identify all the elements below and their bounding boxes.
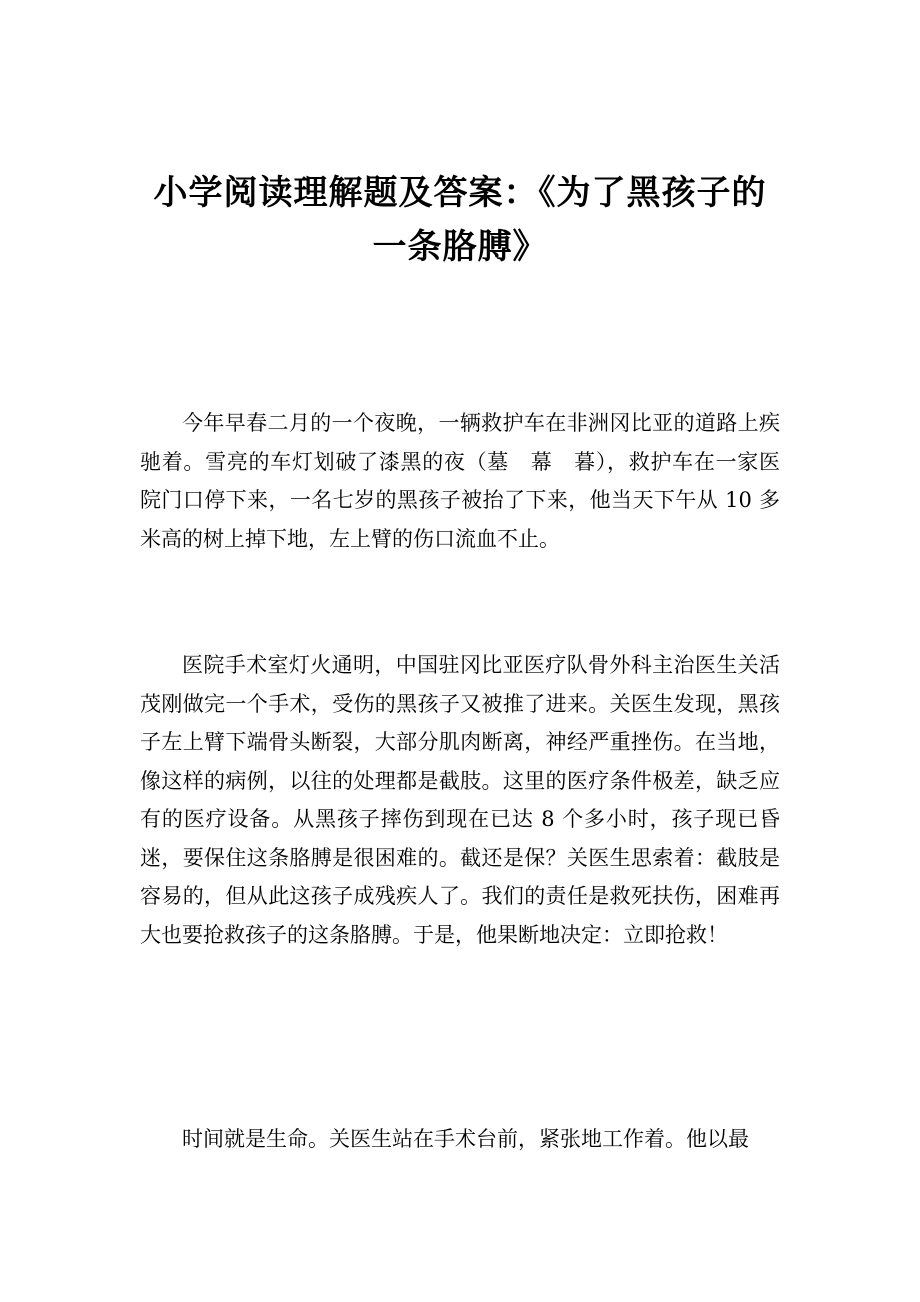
paragraph-3: 时间就是生命。关医生站在手术台前，紧张地工作着。他以最 — [182, 1127, 749, 1151]
document-title — [140, 166, 780, 274]
paragraph-2: 医院手术室灯火通明，中国驻冈比亚医疗队骨外科主治医生关活茂刚做完一个手术，受伤的黑孩子又被推了进来。关医生发现，黑孩子左上臂下端骨头断裂，大部分肌肉断离，神经严重挫伤。在当地，像这样的病例，以往的处理都是截肢。这里的医疗条件极差，缺乏应有的医疗设备。从黑孩子摔伤到现在已达 8 个多小时，孩子现已昏迷，要保住这条胳膊是很困难的。截还是保？关医生思索着：截肢是容易的，但从此这孩子成残疾人了。我们的责任是救死扶伤，困难再大也要抢救孩子的这条胳膊。于是，他果断地决定：立即抢救！ — [140, 653, 780, 947]
title-line-2: 一条胳膊》 — [372, 227, 548, 267]
paragraph-1: 今年早春二月的一个夜晚，一辆救护车在非洲冈比亚的道路上疾驰着。雪亮的车灯划破了漆黑的夜（墓 幕 暮），救护车在一家医院门口停下来，一名七岁的黑孩子被抬了下来，他当天下午从 10 多米高的树上掉下地，左上臂的伤口流血不止。 — [140, 411, 780, 551]
title-line-1: 小学阅读理解题及答案：《为了黑孩子的 — [153, 173, 767, 213]
